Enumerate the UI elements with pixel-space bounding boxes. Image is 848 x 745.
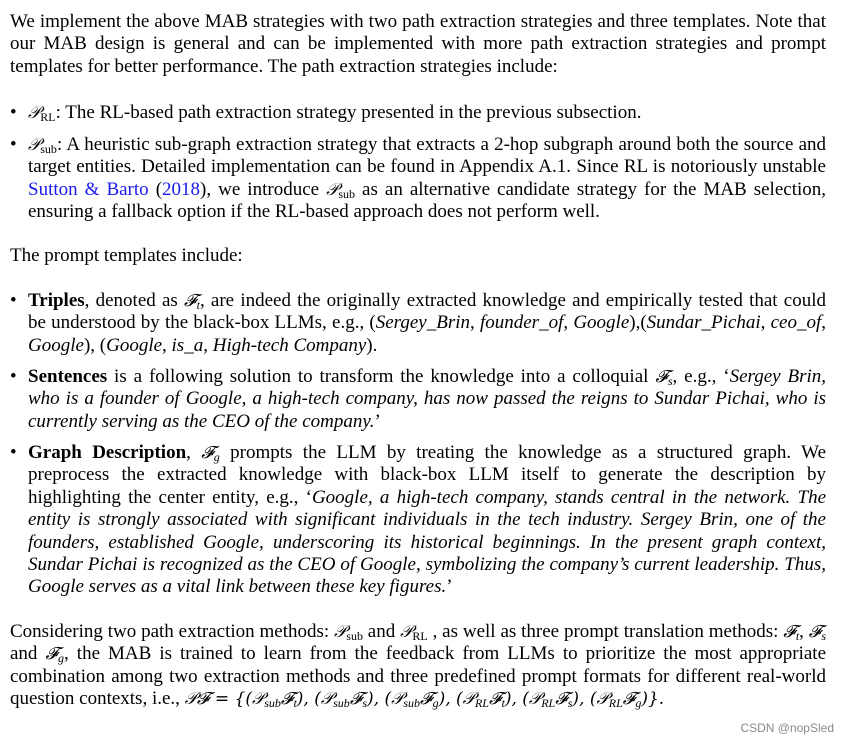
intro-text: We implement the above MAB strategies with two path extraction strategies and three templates. Note that our MAB design is general and can be implemented with more path extraction strategies and prompt templates for better performance. The path extraction strategies include: (10, 11, 826, 77)
sub-subscript: sub (264, 696, 281, 711)
pf-f: 𝓕 (488, 689, 502, 710)
conclusion-text-3: , the MAB is trained to learn from the feedback from LLMs to prioritize the most appropriate combination among two extraction methods and three predefined prompt formats for different real-world question contexts, i.e., (10, 643, 827, 710)
citation-sutton-barto[interactable]: Sutton & Barto (28, 178, 149, 200)
graph-example-quote: Google, a high-tech company, stands central in the network. The entity is strongly associated with significant individuals in the tech industry. Sergey Brin, one of the founders, established Google, underscoring its historical beginnings. In the present graph context, Sundar Pichai is recognized as the CEO of Google, symbolizing the company’s current leadership. Thus, Google serves as a vital link between these key figures. (28, 486, 827, 598)
sub-description-2: , we introduce (206, 178, 327, 200)
entity-3: Sundar_Pichai (646, 312, 761, 334)
graph-title: Graph Description (28, 442, 187, 463)
pf-f: 𝓕 (622, 689, 636, 710)
f-s-symbol: 𝓕 (808, 622, 822, 642)
t-subscript: t (293, 696, 297, 711)
triples-text-2: , are indeed the originally extracted knowledge and empirically tested that could be understood by the black-box LLMs, e.g., ( (28, 290, 826, 334)
sub-subscript: sub (333, 696, 350, 711)
path-strategy-sub (28, 134, 826, 224)
relation-1: founder_of (479, 312, 564, 334)
s-subscript: s (567, 696, 573, 711)
sub-subscript: sub (346, 629, 363, 643)
t-subscript: t (795, 629, 800, 643)
bullet-marker: • (10, 134, 17, 155)
sub-description-3: as an alternative candidate strategy for the MAB selection, ensuring a fallback option if the RL-based approach does not perform well. (28, 178, 827, 223)
sep: ). (366, 334, 378, 356)
f-t-symbol: 𝓕 (783, 622, 796, 642)
graph-text-2: prompts the LLM by treating the knowledge as a structured graph. We preprocess the extracted knowledge with black-box LLM itself to generate the description by highlighting the center entity, e.g., ‘ (28, 442, 827, 508)
conclusion-and: and (362, 621, 401, 642)
rl-subscript: RL (412, 629, 428, 643)
pf-sep: ), (𝒫 (296, 689, 334, 710)
bullet-marker: • (10, 290, 17, 311)
sep: , (563, 312, 574, 334)
rl-subscript: RL (541, 696, 556, 711)
sep: , (799, 621, 809, 642)
sep: ), ( (83, 334, 107, 356)
pf-sep: ), (𝒫 (572, 689, 609, 710)
g-subscript: g (635, 696, 642, 711)
sep: , (203, 334, 213, 356)
g-subscript: g (432, 696, 439, 711)
sub-subscript-inline: sub (338, 186, 356, 201)
watermark: CSDN @nopSled (740, 720, 834, 735)
rl-subscript: RL (474, 696, 489, 711)
f-t-symbol: 𝓕 (184, 291, 197, 311)
triples-title: Triples (28, 290, 85, 311)
graph-text-1: , (186, 442, 202, 463)
s-subscript: s (362, 696, 368, 711)
sub-subscript: sub (403, 696, 421, 711)
sentences-title: Sentences (28, 366, 108, 387)
pf-f: 𝓕 (280, 689, 294, 710)
entity-2: Google (573, 312, 630, 334)
g-subscript: g (58, 651, 65, 666)
citation-year-link[interactable]: 2018 (162, 178, 201, 200)
path-strategy-rl (28, 102, 826, 124)
relation-2: ceo_of (770, 312, 822, 334)
template-triples (28, 290, 826, 357)
conclusion-text-2: , as well as three prompt translation methods: (427, 621, 784, 642)
pf-f: 𝓕 (349, 689, 363, 710)
t-subscript: t (501, 696, 505, 711)
pf-set-close: )}. (641, 689, 665, 710)
sep: , (760, 312, 771, 334)
sep: , (821, 312, 827, 334)
rl-description: : The RL-based path extraction strategy presented in the previous subsection. (55, 102, 642, 123)
cite-paren-close: ) (200, 178, 207, 200)
s-subscript: s (667, 374, 673, 388)
s-subscript: s (821, 629, 826, 643)
bullet-marker: • (10, 366, 17, 387)
quote-close: ’ (374, 410, 381, 432)
sentences-text-1: is a following solution to transform the knowledge into a colloquial (107, 366, 656, 387)
conclusion-text-1: Considering two path extraction methods: (10, 621, 335, 642)
template-graph-description (28, 442, 826, 599)
pf-sep: ), (𝒫 (438, 689, 475, 710)
intro-paragraph (10, 11, 826, 78)
pf-sep: ), (𝒫 (504, 689, 542, 710)
pf-set-open: 𝒫𝓕 = {(𝒫 (184, 689, 265, 710)
sentences-text-2: , e.g., ‘ (672, 366, 730, 387)
entity-1: Sergey_Brin (375, 312, 471, 334)
sep: , (470, 312, 480, 334)
pf-sep: ), (𝒫 (367, 689, 404, 710)
p-sub-symbol: 𝒫 (28, 135, 41, 155)
entity-6: High-tech Company (212, 334, 367, 356)
pf-f: 𝓕 (555, 689, 568, 710)
templates-heading: The prompt templates include: (10, 245, 243, 266)
relation-3: is_a (171, 334, 204, 356)
rl-subscript: RL (608, 696, 623, 711)
entity-4: Google (28, 334, 84, 356)
rl-subscript: RL (40, 110, 56, 124)
f-g-symbol: 𝓕 (45, 644, 59, 665)
quote-close: ’ (446, 576, 453, 598)
sentences-example-quote: Sergey Brin, who is a founder of Google, a high-tech company, has now passed the reigns to Sundar Pichai, who is currently serving as the CEO of the company. (28, 366, 827, 432)
conclusion-paragraph (10, 621, 826, 711)
cite-paren-open: ( (148, 178, 163, 200)
p-rl-symbol: 𝒫 (28, 103, 41, 123)
sub-description-1: : A heuristic sub-graph extraction strategy that extracts a 2-hop subgraph around both the source and target entities. Detailed implementation can be found in Appendix A.1. Since RL is notoriously unstable (28, 134, 826, 178)
entity-5: Google (106, 334, 163, 356)
template-sentences (28, 366, 826, 433)
sep: ),( (629, 312, 647, 334)
sep: , (162, 334, 172, 356)
pf-f: 𝓕 (420, 689, 433, 710)
f-g-symbol: 𝓕 (201, 443, 214, 463)
bullet-marker: • (10, 102, 17, 123)
g-subscript: g (213, 450, 220, 464)
t-subscript: t (196, 298, 200, 312)
triples-text-1: , denoted as (84, 290, 185, 311)
f-s-symbol: 𝓕 (655, 367, 668, 387)
sub-subscript: sub (40, 142, 57, 156)
p-rl-symbol: 𝒫 (400, 622, 413, 642)
conclusion-and-2: and (10, 643, 46, 665)
bullet-marker: • (10, 442, 17, 463)
p-sub-symbol-inline: 𝒫 (326, 179, 339, 200)
p-sub-symbol: 𝒫 (334, 622, 347, 642)
